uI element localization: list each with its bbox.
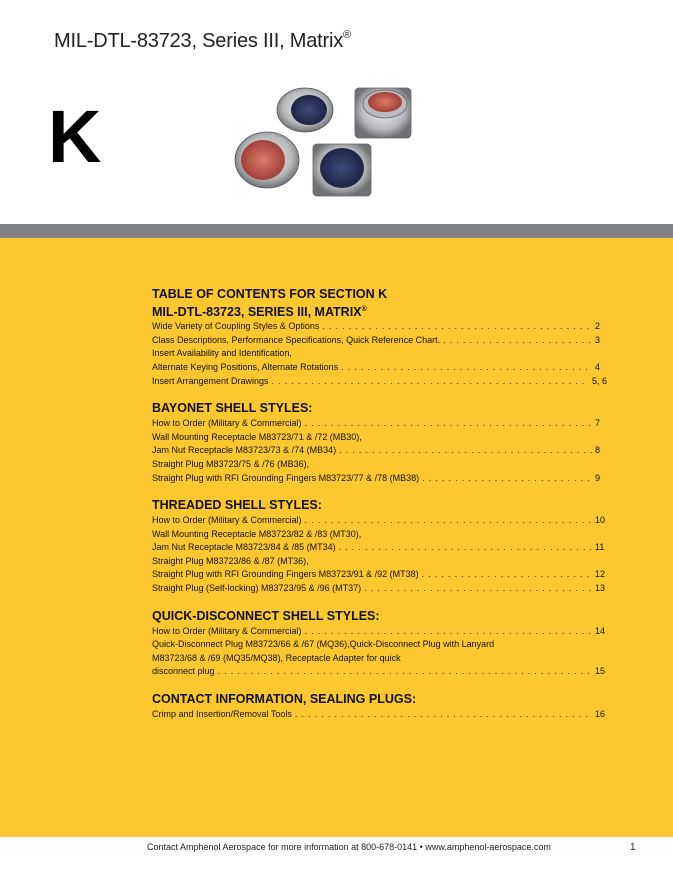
footer-contact-text: Contact Amphenol Aerospace for more information at 800-678-0141 • www.amphenol-aerospace.com	[147, 842, 551, 852]
quick-disconnect-heading: QUICK-DISCONNECT SHELL STYLES:	[152, 608, 380, 623]
toc-entry-line: Straight Plug M83723/75 & /76 (MB36),	[152, 458, 310, 469]
toc-entry[interactable]: How to Order (Military & Commercial) . . . 7	[152, 417, 607, 431]
toc-entry-line: Quick-Disconnect Plug M83723/66 & /67 (MQ36),Quick-Disconnect Plug with Lanyard	[152, 639, 495, 650]
toc-entry-line: M83723/68 & /69 (MQ35/MQ38), Receptacle Adapter for quick	[152, 652, 401, 663]
toc-entry[interactable]: How to Order (Military & Commercial) . . . 10	[152, 514, 607, 528]
toc-entry[interactable]: Jam Nut Receptacle M83723/84 & /85 (MT34) . . . 11	[152, 541, 607, 555]
toc-entry[interactable]: Alternate Keying Positions, Alternate Rotations . . . 4	[152, 361, 607, 375]
connector-photo	[205, 84, 430, 200]
contact-heading: CONTACT INFORMATION, SEALING PLUGS:	[152, 692, 417, 707]
toc-subheading: MIL-DTL-83723, SERIES III, MATRIX®	[152, 305, 367, 320]
toc-entry[interactable]: Straight Plug with RFI Grounding Fingers M83723/91 & /92 (MT38) . . . 12	[152, 568, 607, 582]
toc-entry[interactable]: disconnect plug . . . 15	[152, 665, 607, 679]
document-title: MIL-DTL-83723, Series III, Matrix®	[54, 29, 351, 52]
toc-heading: TABLE OF CONTENTS FOR SECTION K	[152, 287, 388, 301]
toc-entry[interactable]: Wide Variety of Coupling Styles & Options . . . 2	[152, 320, 607, 334]
toc-entry-line: Insert Availability and Identification,	[152, 348, 292, 359]
toc-entry[interactable]: Crimp and Insertion/Removal Tools . . . 16	[152, 708, 607, 722]
toc-entry[interactable]: How to Order (Military & Commercial) . . . 14	[152, 625, 607, 639]
toc-entry-line: Wall Mounting Receptacle M83723/71 & /72 (MB30),	[152, 431, 362, 442]
toc-entry[interactable]: Jam Nut Receptacle M83723/73 & /74 (MB34) . . . 8	[152, 444, 607, 458]
toc-entry[interactable]: Straight Plug with RFI Grounding Fingers M83723/77 & /78 (MB38) . . . 9	[152, 472, 607, 486]
section-letter: K	[48, 95, 102, 178]
gray-band	[0, 224, 673, 238]
threaded-heading: THREADED SHELL STYLES:	[152, 498, 322, 513]
toc-entry[interactable]: Class Descriptions, Performance Specifications, Quick Reference Chart. . . . 3	[152, 334, 607, 348]
footer	[0, 838, 673, 873]
table-of-contents	[152, 287, 607, 735]
toc-entry-line: Wall Mounting Receptacle M83723/82 & /83 (MT30),	[152, 528, 362, 539]
toc-entry[interactable]: Insert Arrangement Drawings . . . 5, 6	[152, 375, 607, 389]
bayonet-heading: BAYONET SHELL STYLES:	[152, 401, 313, 416]
toc-entry[interactable]: Straight Plug (Self-locking) M83723/95 & /96 (MT37) . . . 13	[152, 582, 607, 596]
page-number: 1	[630, 842, 636, 853]
toc-entry-line: Straight Plug M83723/86 & /87 (MT36),	[152, 555, 309, 566]
